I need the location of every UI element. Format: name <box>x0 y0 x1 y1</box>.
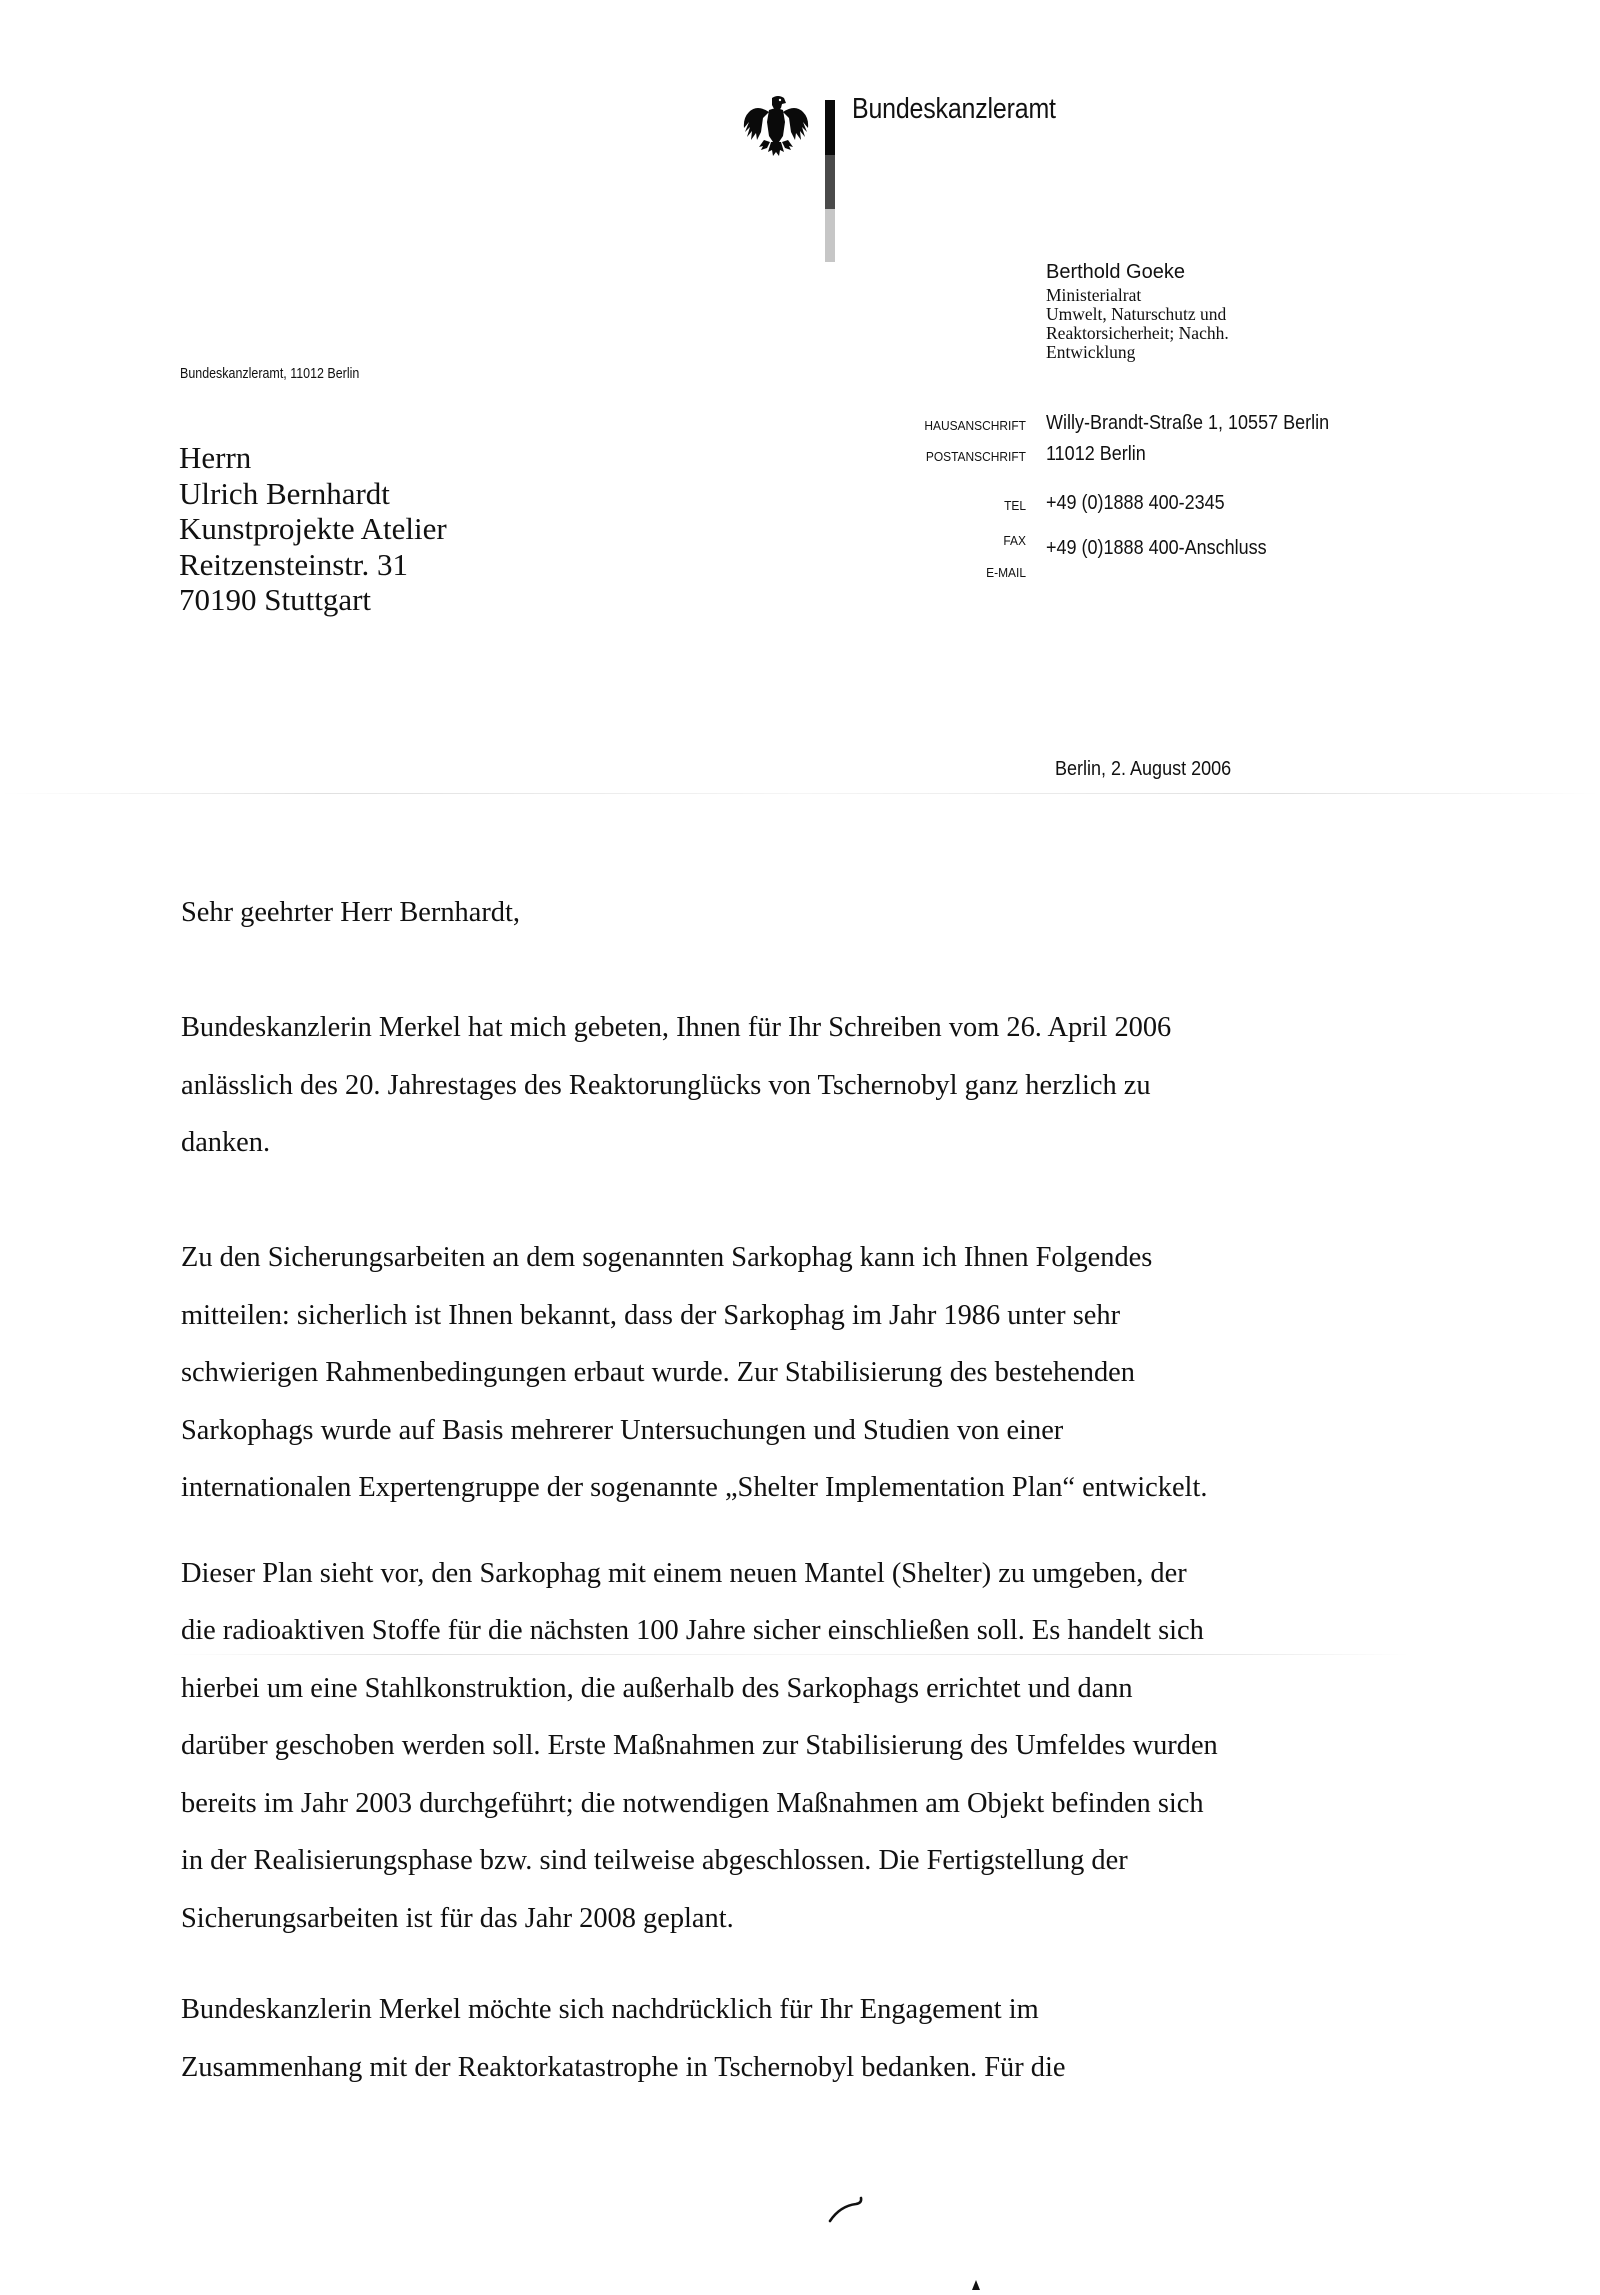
paragraph <box>181 1981 1421 2096</box>
body-line: die radioaktiven Stoffe für die nächsten 100 Jahre sicher einschließen soll. Es handelt sich <box>181 1615 1204 1646</box>
recipient-street: Reitzensteinstr. 31 <box>179 546 409 582</box>
letterhead-bar-dark <box>825 155 835 209</box>
postanschrift-value: 11012 Berlin <box>1046 443 1146 465</box>
recipient-name: Ulrich Bernhardt <box>179 475 390 511</box>
salutation: Sehr geehrter Herr Bernhardt, <box>181 897 520 928</box>
paragraph <box>181 1545 1421 1948</box>
fax-value: +49 (0)1888 400-Anschluss <box>1046 537 1267 559</box>
letterhead-bar-light <box>825 209 835 262</box>
hausanschrift-value: Willy-Brandt-Straße 1, 10557 Berlin <box>1046 412 1330 434</box>
body-line: Bundeskanzlerin Merkel möchte sich nachdrücklich für Ihr Engagement im <box>181 1994 1039 2025</box>
body-line: Dieser Plan sieht vor, den Sarkophag mit einem neuen Mantel (Shelter) zu umgeben, der <box>181 1557 1187 1589</box>
recipient-line: Kunstprojekte Atelier <box>179 511 447 546</box>
letterhead-bar-black <box>825 100 835 155</box>
federal-eagle-icon <box>742 94 810 160</box>
body-line: hierbei um eine Stahlkonstruktion, die außerhalb des Sarkophags errichtet und dann <box>181 1672 1133 1704</box>
sender-department: Reaktorsicherheit; Nachh. <box>1046 323 1229 343</box>
letter-body <box>181 884 1421 2096</box>
email-label: E-MAIL <box>986 565 1026 580</box>
body-line: mitteilen: sicherlich ist Ihnen bekannt, dass der Sarkophag im Jahr 1986 unter sehr <box>181 1299 1121 1331</box>
pen-mark <box>970 2277 982 2287</box>
sender-department: Entwicklung <box>1046 342 1136 362</box>
sender-department: Umwelt, Naturschutz und <box>1046 304 1227 324</box>
letter-date: Berlin, 2. August 2006 <box>1055 758 1232 780</box>
paragraph <box>181 999 1421 1172</box>
body-line: Zu den Sicherungsarbeiten an dem sogenannten Sarkophag kann ich Ihnen Folgendes <box>181 1242 1153 1273</box>
recipient-address <box>179 440 447 618</box>
return-address: Bundeskanzleramt, 11012 Berlin <box>180 366 360 382</box>
body-line: Zusammenhang mit der Reaktorkatastrophe in Tschernobyl bedanken. Für die <box>181 2051 1066 2083</box>
sender-name: Berthold Goeke <box>1046 261 1185 283</box>
tel-label: TEL <box>1004 498 1026 513</box>
body-line: danken. <box>181 1127 271 1158</box>
body-line: Sicherungsarbeiten ist für das Jahr 2008 geplant. <box>181 1902 734 1934</box>
body-line: in der Realisierungsphase bzw. sind teilweise abgeschlossen. Die Fertigstellung der <box>181 1845 1128 1876</box>
body-line: Bundeskanzlerin Merkel hat mich gebeten, Ihnen für Ihr Schreiben vom 26. April 2006 <box>181 1012 1172 1043</box>
body-line: bereits im Jahr 2003 durchgeführt; die notwendigen Maßnahmen am Objekt befinden sich <box>181 1787 1204 1819</box>
fax-label: FAX <box>1003 533 1026 548</box>
body-line: schwierigen Rahmenbedingungen erbaut wurde. Zur Stabilisierung des bestehenden <box>181 1357 1135 1388</box>
recipient-city: 70190 Stuttgart <box>179 582 372 617</box>
body-line: Sarkophags wurde auf Basis mehrerer Untersuchungen und Studien von einer <box>181 1414 1064 1446</box>
body-line: anlässlich des 20. Jahrestages des Reaktorunglücks von Tschernobyl ganz herzlich zu <box>181 1069 1151 1101</box>
recipient-line: Herrn <box>179 440 252 475</box>
fold-crease <box>0 793 1600 794</box>
agency-name: Bundeskanzleramt <box>852 93 1056 125</box>
hausanschrift-label: HAUSANSCHRIFT <box>924 418 1026 433</box>
body-line: darüber geschoben werden soll. Erste Maßnahmen zur Stabilisierung des Umfeldes wurden <box>181 1730 1218 1761</box>
pen-mark <box>828 2196 868 2224</box>
body-line: internationalen Expertengruppe der sogenannte „Shelter Implementation Plan“ entwickelt. <box>181 1472 1208 1503</box>
sender-title: Ministerialrat <box>1046 285 1142 305</box>
postanschrift-label: POSTANSCHRIFT <box>925 449 1026 464</box>
tel-value: +49 (0)1888 400-2345 <box>1046 492 1225 514</box>
paragraph <box>181 1229 1421 1517</box>
